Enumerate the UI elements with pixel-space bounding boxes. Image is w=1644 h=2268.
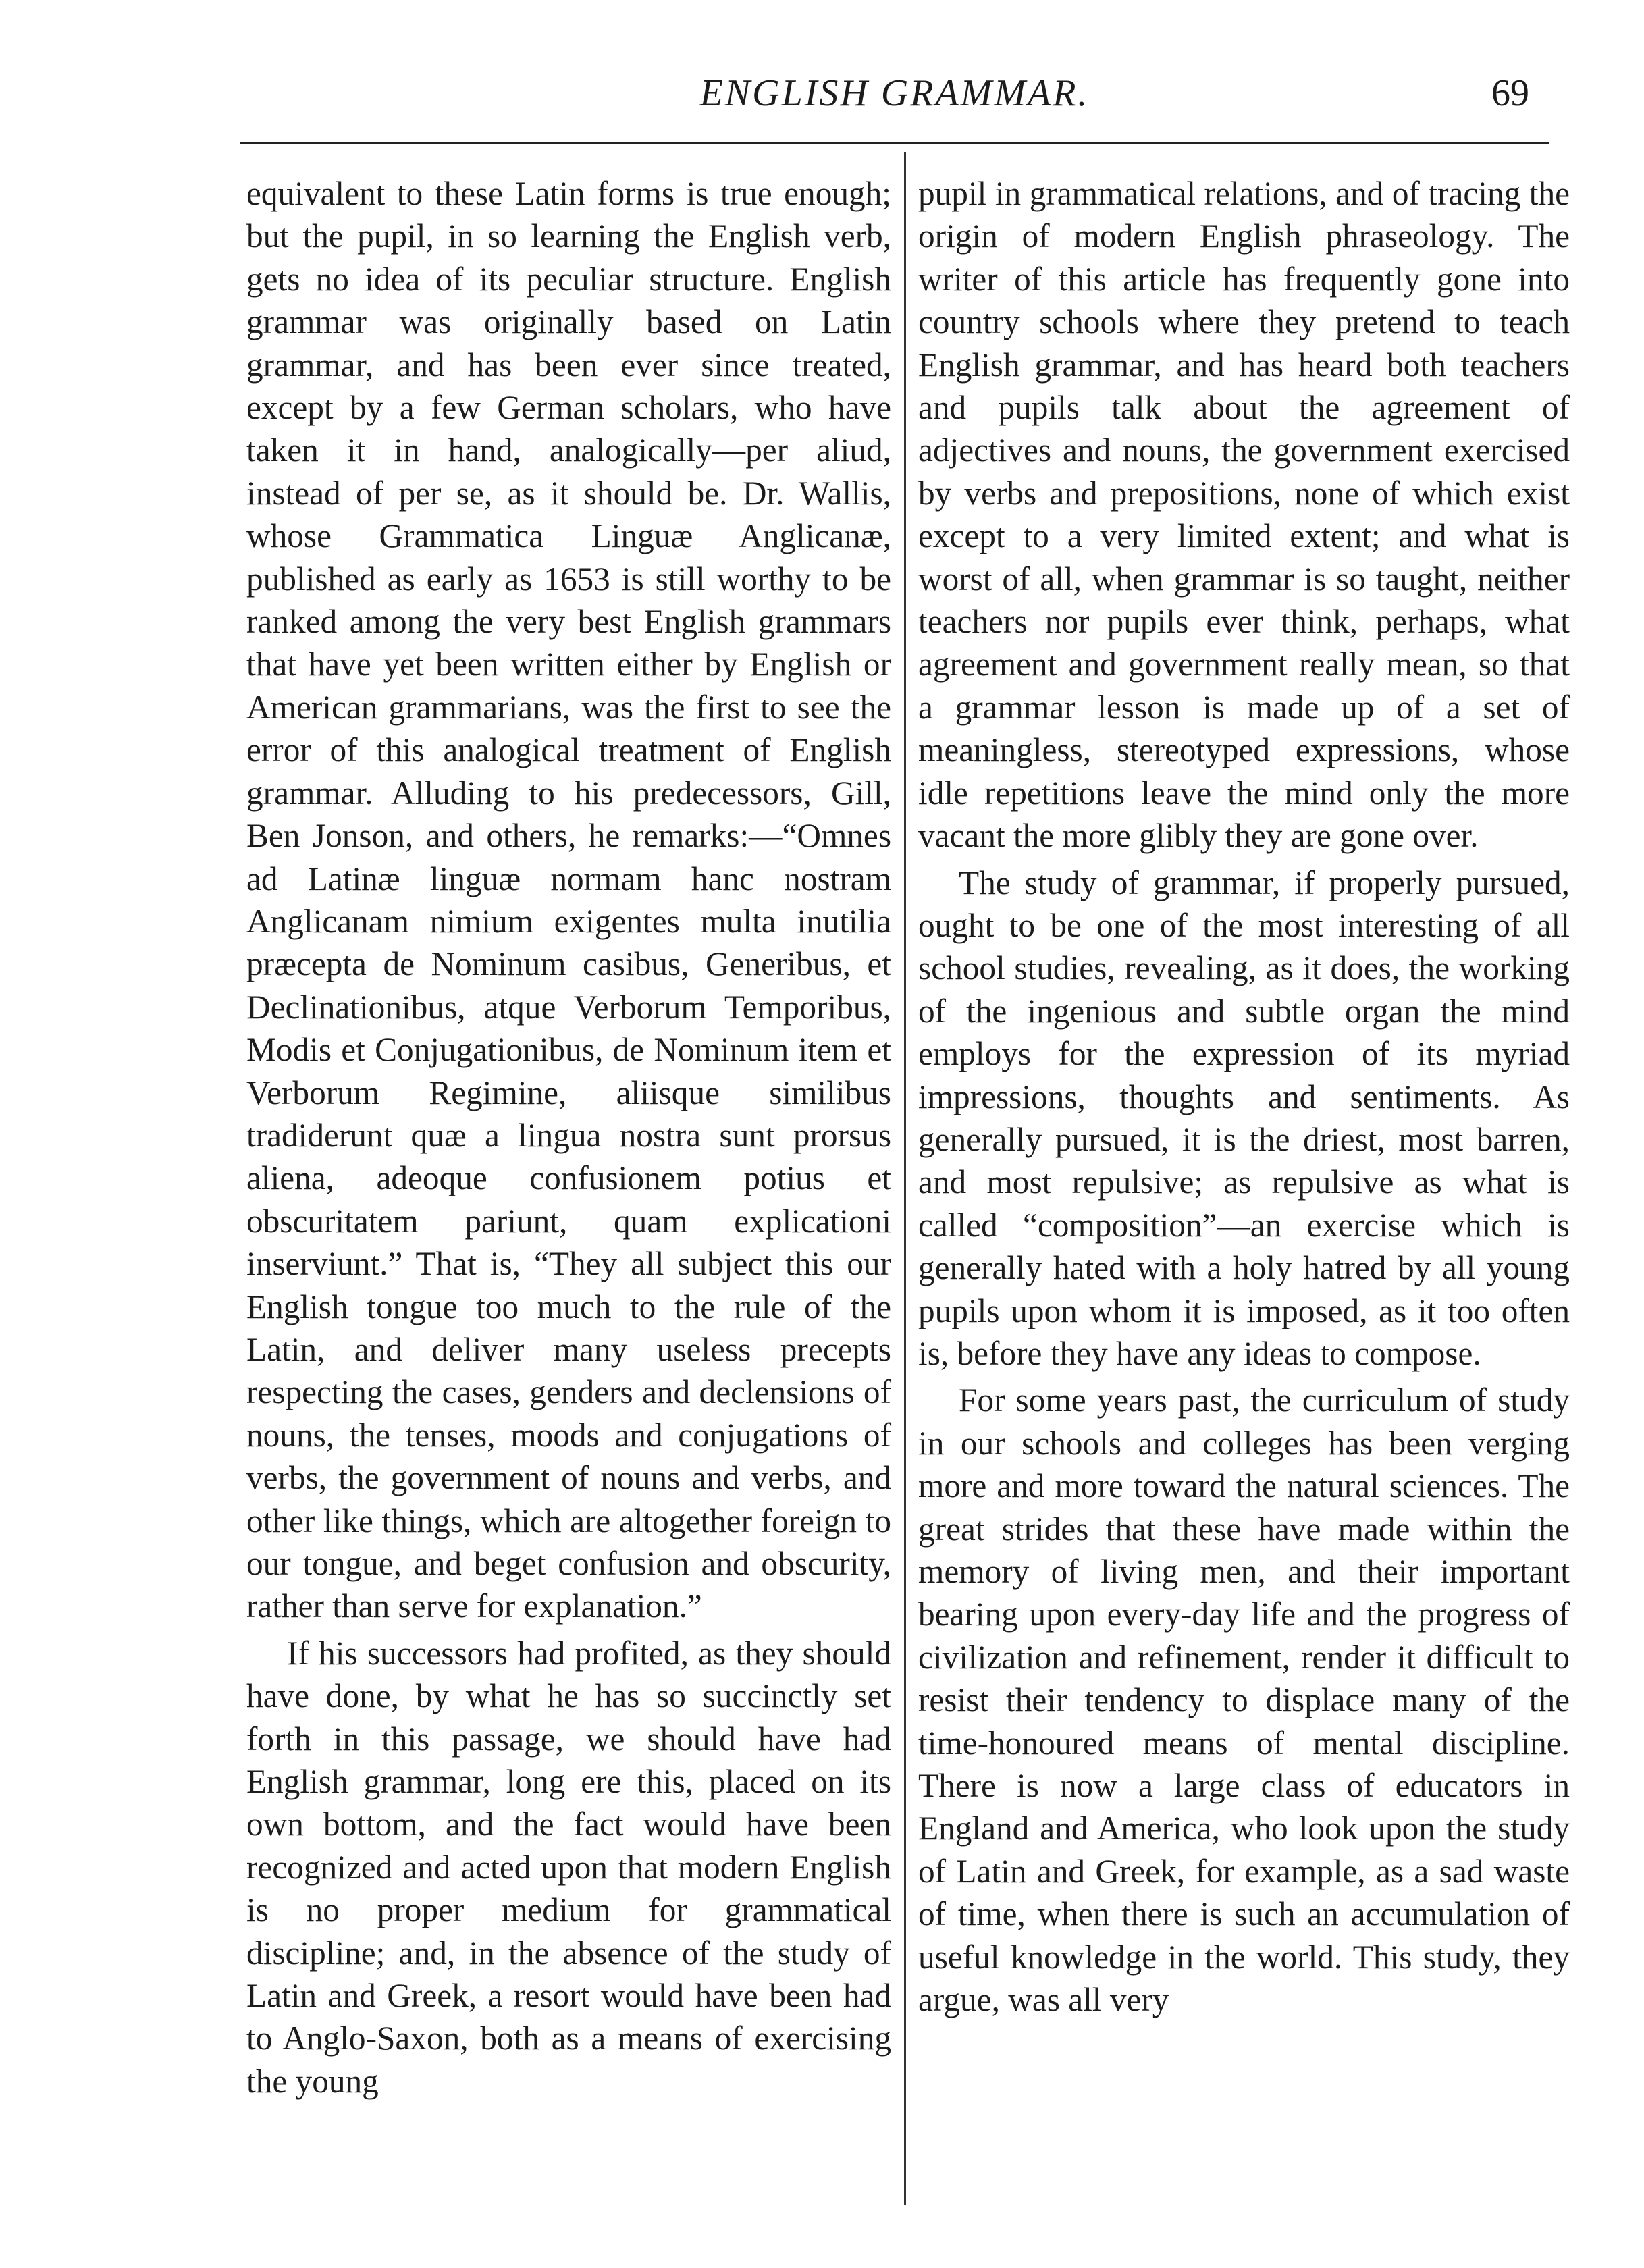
paragraph: pupil in grammatical relations, and of tracing the origin of modern English phraseology. The writer of this article has frequently gone into country schools where they pretend to teach English grammar, and has heard both teachers and pupils talk about the agreement of adjectives and nouns, the government exercised by verbs and prepositions, none of which exist except to a very limited extent; and what is worst of all, when grammar is so taught, neither teachers nor pupils ever think, perhaps, what agreement and government really mean, so that a grammar lesson is made up of a set of meaningless, stereotyped expressions, whose idle repetitions leave the mind only the more vacant the more glibly they are gone over. <box>918 175 1570 855</box>
right-column <box>918 172 1570 2021</box>
paragraph: If his successors had profited, as they should have done, by what he has so succinctly set forth in this passage, we should have had English grammar, long ere this, placed on its own bottom, and the fact would have been recognized and acted upon that modern English is no proper medium for grammatical discipline; and, in the absence of the study of Latin and Greek, a resort would have been had to Anglo-Saxon, both as a means of exercising the young <box>246 1634 891 2100</box>
column-divider <box>904 152 906 2205</box>
paragraph: For some years past, the curriculum of study in our schools and colleges has been verging more and more toward the natural sciences. The great strides that these have made within the memory of living men, and their important bearing upon every-day life and the progress of civilization and refinement, render it difficult to resist their tendency to displace many of the time-honoured means of mental discipline. There is now a large class of educators in England and America, who look upon the study of Latin and Greek, for example, as a sad waste of time, when there is such an accumulation of useful knowledge in the world. This study, they argue, was all very <box>918 1381 1570 2019</box>
header-rule <box>240 142 1549 144</box>
left-column <box>246 172 891 2103</box>
paragraph: equivalent to these Latin forms is true enough; but the pupil, in so learning the English verb, gets no idea of its peculiar structure. English grammar was originally based on Latin grammar, and has been ever since treated, except by a few German scholars, who have taken it in hand, analogically—per aliud, instead of per se, as it should be. Dr. Wallis, whose Grammatica Linguæ Anglicanæ, published as early as 1653 is still worthy to be ranked among the very best English grammars that have yet been written either by English or American grammarians, was the first to see the error of this analogical treatment of English grammar. Alluding to his predecessors, Gill, Ben Jonson, and others, he remarks:—“Omnes ad Latinæ linguæ normam hanc nostram Anglicanam nimium exigentes multa inutilia præcepta de Nominum casibus, Generibus, et Declinationibus, atque Verborum Temporibus, Modis et Conjugationibus, de Nominum item et Verborum Regimine, aliisque similibus tradiderunt quæ a lingua nostra sunt prorsus aliena, adeoque confusionem potius et obscuritatem pariunt, quam explicationi inserviunt.” That is, “They all subject this our English tongue too much to the rule of the Latin, and deliver many useless precepts respecting the cases, genders and declensions of nouns, the tenses, moods and conjugations of verbs, the government of nouns and verbs, and other like things, which are altogether foreign to our tongue, and beget confusion and obscurity, rather than serve for explanation.” <box>246 175 891 1625</box>
running-title: ENGLISH GRAMMAR. <box>699 72 1090 114</box>
running-header <box>246 59 1543 120</box>
paragraph: The study of grammar, if properly pursued, ought to be one of the most interesting of all school studies, revealing, as it does, the working of the ingenious and subtle organ the mind employs for the expression of its myriad impressions, thoughts and sentiments. As generally pursued, it is the driest, most barren, and most repulsive; as repulsive as what is called “composition”—an exercise which is generally hated with a holy hatred by all young pupils upon whom it is imposed, as it too often is, before they have any ideas to compose. <box>918 864 1570 1372</box>
page-number: 69 <box>1491 72 1529 114</box>
